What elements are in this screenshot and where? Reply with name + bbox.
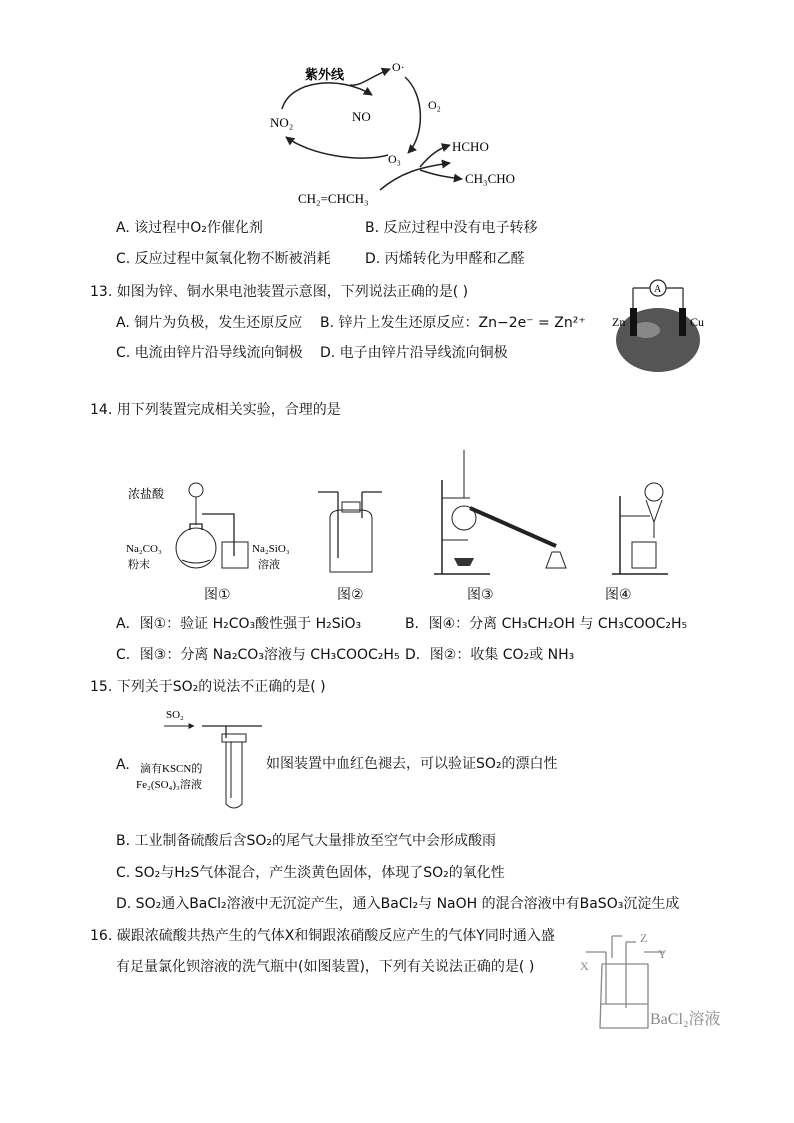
zinc-plate bbox=[630, 308, 637, 336]
q12-option-b: B. 反应过程中没有电子转移 bbox=[365, 220, 538, 236]
q15-option-c: C. SO₂与H₂S气体混合，产生淡黄色固体，体现了SO₂的氧化性 bbox=[116, 865, 505, 881]
apparatus-figure-3 bbox=[430, 450, 580, 578]
so2-label: SO₂ bbox=[166, 709, 184, 721]
arc-no2-to-no bbox=[282, 83, 372, 109]
q14-stem: 14. 用下列装置完成相关实验，合理的是 bbox=[90, 402, 341, 418]
figure-4-caption: 图④ bbox=[605, 587, 632, 603]
fruit-shape bbox=[616, 308, 700, 372]
x-label: X bbox=[580, 959, 589, 973]
o2-label: O₂ bbox=[428, 98, 441, 112]
ozone-cycle-diagram bbox=[260, 55, 540, 215]
q15-option-b: B. 工业制备硫酸后含SO₂的尾气大量排放至空气中会形成酸雨 bbox=[116, 833, 497, 849]
kscn-label-line2: Fe₂(SO₄)₃溶液 bbox=[136, 779, 202, 791]
y-label: Y bbox=[658, 947, 667, 961]
cu-label: Cu bbox=[690, 315, 705, 329]
no-label: NO bbox=[352, 109, 371, 124]
q14-option-b: B．图④：分离 CH₃CH₂OH 与 CH₃COOC₂H₅ bbox=[405, 616, 688, 632]
no2-label: NO₂ bbox=[270, 115, 294, 130]
ch3cho-label: CH₃CHO bbox=[465, 171, 516, 186]
q13-option-a: A. 铜片为负极，发生还原反应 bbox=[116, 315, 303, 331]
figure-2-caption: 图② bbox=[337, 587, 364, 603]
zn-label: Zn bbox=[612, 315, 626, 329]
q13-stem: 13. 如图为锌、铜水果电池装置示意图，下列说法正确的是( ) bbox=[90, 284, 469, 300]
solution-label: 溶液 bbox=[258, 559, 280, 571]
kscn-label-line1: 滴有KSCN的 bbox=[140, 763, 203, 775]
q13-option-c: C. 电流由锌片沿导线流向铜极 bbox=[116, 345, 303, 361]
q14-option-c: C．图③：分离 Na₂CO₃溶液与 CH₃COOC₂H₅ bbox=[116, 647, 400, 663]
q15-option-a-text: 如图装置中血红色褪去，可以验证SO₂的漂白性 bbox=[266, 756, 558, 772]
q13-option-d: D. 电子由锌片沿导线流向铜极 bbox=[320, 345, 508, 361]
so2-test-tube-figure bbox=[136, 708, 266, 814]
q14-option-a: A．图①：验证 H₂CO₃酸性强于 H₂SiO₃ bbox=[116, 616, 362, 632]
propene-label: CH₂=CHCH₃ bbox=[298, 191, 369, 206]
copper-plate bbox=[679, 308, 686, 336]
figure-3-caption: 图③ bbox=[467, 587, 494, 603]
q12-option-c: C. 反应过程中氮氧化物不断被消耗 bbox=[116, 251, 331, 267]
arc-no-to-no2 bbox=[286, 137, 388, 158]
q15-stem: 15. 下列关于SO₂的说法不正确的是( ) bbox=[90, 679, 326, 695]
q12-option-a: A. 该过程中O₂作催化剂 bbox=[116, 220, 263, 236]
apparatus-figure-2 bbox=[318, 488, 384, 578]
arc-o-to-o3 bbox=[405, 77, 420, 153]
hcl-label: 浓盐酸 bbox=[128, 487, 165, 501]
q13-option-b: B. 锌片上发生还原反应：Zn−2e⁻ = Zn²⁺ bbox=[320, 315, 586, 331]
uv-label: 紫外线 bbox=[305, 67, 345, 82]
q15-option-d: D. SO₂通入BaCl₂溶液中无沉淀产生，通入BaCl₂与 NaOH 的混合溶液中有BaSO₃沉淀生成 bbox=[116, 896, 680, 912]
fruit-battery-figure bbox=[608, 278, 718, 378]
q12-option-d: D. 丙烯转化为甲醛和乙醛 bbox=[365, 251, 525, 267]
na2co3-label: Na₂CO₃ bbox=[126, 543, 162, 555]
q15-option-a-letter: A. bbox=[116, 757, 130, 773]
wash-bottle-figure bbox=[578, 928, 738, 1032]
arrow-to-ch3cho bbox=[420, 170, 462, 179]
na2sio3-label: Na₂SiO₃ bbox=[252, 543, 290, 555]
q16-line2: 有足量氯化钡溶液的洗气瓶中(如图装置)，下列有关说法正确的是( ) bbox=[116, 959, 535, 975]
o3-label: O₃ bbox=[388, 152, 401, 166]
o-radical-label: O· bbox=[392, 60, 405, 74]
z-label: Z bbox=[640, 931, 648, 945]
q16-line1: 16. 碳跟浓硫酸共热产生的气体X和铜跟浓硝酸反应产生的气体Y同时通入盛 bbox=[90, 928, 555, 944]
arc-propene-to-products bbox=[380, 163, 450, 190]
ammeter-label: A bbox=[654, 284, 662, 295]
powder-label: 粉末 bbox=[128, 559, 150, 571]
bacl2-label: BaCl₂溶液 bbox=[650, 1011, 721, 1028]
q14-option-d: D．图②：收集 CO₂或 NH₃ bbox=[405, 647, 575, 663]
apparatus-figure-1 bbox=[124, 470, 314, 580]
figure-1-caption: 图① bbox=[204, 587, 231, 603]
hcho-label: HCHO bbox=[452, 139, 489, 154]
arrow-to-o bbox=[350, 69, 390, 85]
apparatus-figure-4 bbox=[610, 466, 670, 578]
